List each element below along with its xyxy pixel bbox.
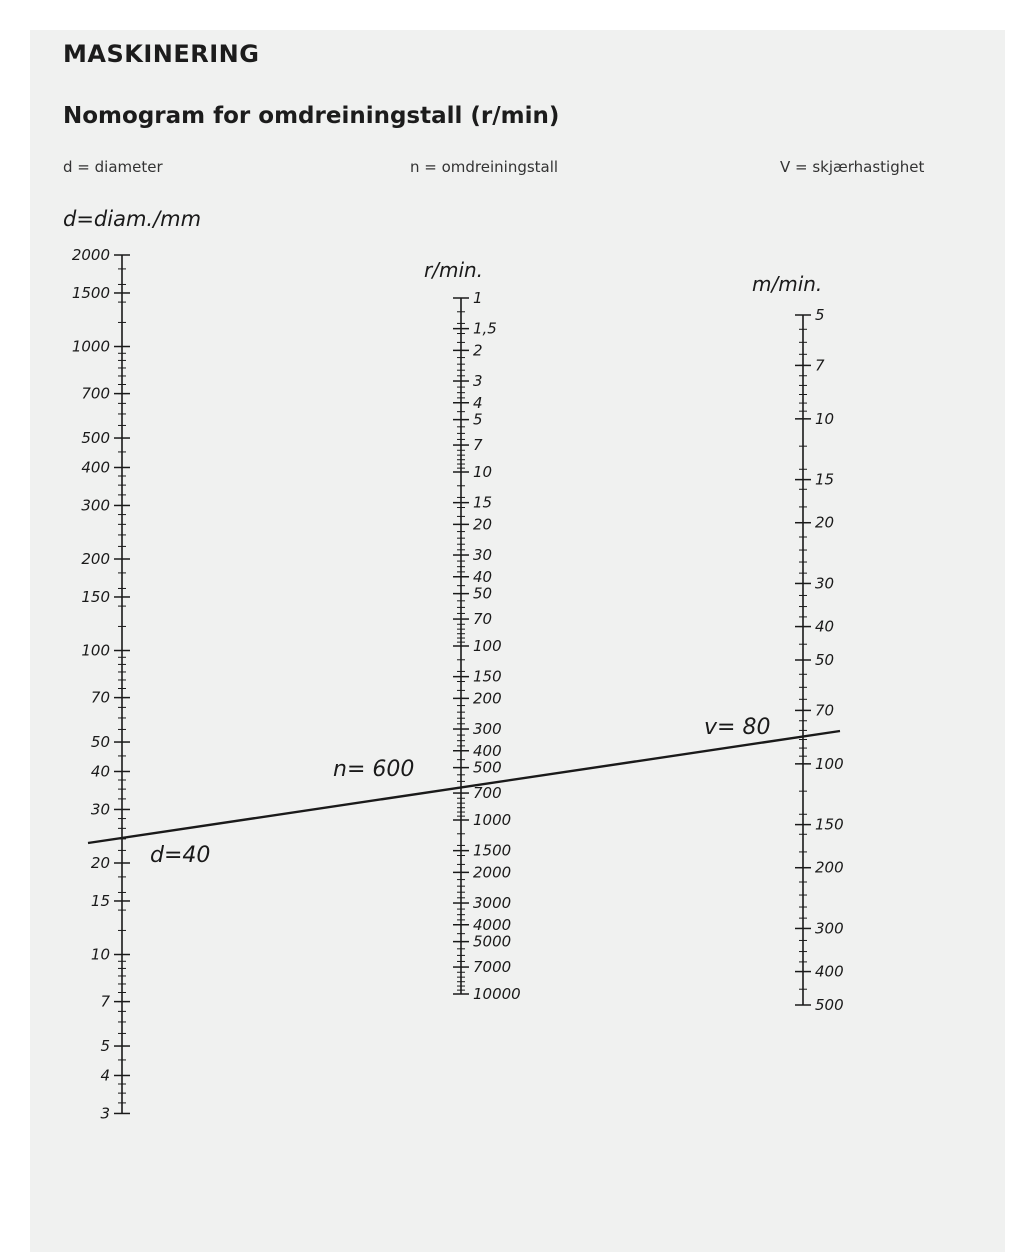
rpm-tick-label: 20 <box>473 515 493 534</box>
diameter-tick-label: 200 <box>81 550 110 568</box>
diameter-tick-label: 40 <box>90 762 110 781</box>
rpm-tick-label: 1,5 <box>473 319 497 338</box>
diameter-tick-label: 300 <box>81 496 110 515</box>
rpm-tick-label: 4000 <box>473 915 512 934</box>
diameter-tick-label: 1000 <box>71 337 110 356</box>
rpm-tick-label: 50 <box>473 584 493 603</box>
diameter-tick-label: 2000 <box>71 246 110 264</box>
speed-tick-label: 70 <box>815 701 835 720</box>
section-title: MASKINERING <box>63 40 260 68</box>
speed-tick-label: 40 <box>815 617 835 636</box>
example-v-label: v= 80 <box>704 715 771 740</box>
speed-tick-label: 30 <box>815 574 835 593</box>
diameter-tick-label: 150 <box>81 587 110 606</box>
rpm-tick-label: 700 <box>473 784 502 803</box>
rpm-scale <box>453 289 521 1003</box>
speed-unit-label: m/min. <box>752 272 823 296</box>
diameter-tick-label: 15 <box>90 891 110 910</box>
speed-tick-label: 500 <box>815 996 844 1014</box>
rpm-tick-label: 2 <box>473 341 483 360</box>
rpm-tick-label: 7000 <box>473 958 512 977</box>
rpm-tick-label: 5000 <box>473 932 512 951</box>
diameter-scale <box>72 246 130 1122</box>
diameter-tick-label: 30 <box>90 800 110 819</box>
diameter-tick-label: 10 <box>90 945 110 964</box>
page-title: Nomogram for omdreiningstall (r/min) <box>63 103 560 129</box>
rpm-tick-label: 400 <box>473 741 502 760</box>
example-d-label: d=40 <box>150 843 211 868</box>
diameter-tick-label: 400 <box>81 458 110 477</box>
speed-tick-label: 20 <box>815 513 835 532</box>
speed-tick-label: 50 <box>815 651 835 669</box>
rpm-tick-label: 1500 <box>473 841 512 860</box>
rpm-tick-label: 500 <box>473 758 502 777</box>
speed-tick-label: 400 <box>815 962 844 981</box>
diameter-tick-label: 4 <box>100 1066 110 1085</box>
diameter-unit-label: d=diam./mm <box>63 207 202 231</box>
rpm-tick-label: 1 <box>473 289 483 307</box>
rpm-tick-label: 3 <box>473 372 483 391</box>
speed-tick-label: 200 <box>815 858 844 877</box>
rpm-tick-label: 70 <box>473 610 493 629</box>
rpm-tick-label: 7 <box>473 436 483 455</box>
rpm-unit-label: r/min. <box>424 258 484 282</box>
rpm-tick-label: 15 <box>473 493 493 512</box>
legend-speed: V = skjærhastighet <box>780 158 925 176</box>
speed-tick-label: 300 <box>815 919 844 938</box>
rpm-tick-label: 10000 <box>473 985 521 1003</box>
diameter-tick-label: 70 <box>90 688 110 707</box>
speed-tick-label: 5 <box>815 306 825 324</box>
rpm-tick-label: 100 <box>473 637 502 655</box>
diameter-tick-label: 50 <box>90 733 110 752</box>
diameter-tick-label: 3 <box>100 1104 110 1123</box>
rpm-tick-label: 10 <box>473 463 493 481</box>
speed-tick-label: 100 <box>815 754 844 773</box>
example-n-label: n= 600 <box>333 757 415 782</box>
example-isopleth-line <box>88 731 840 843</box>
diameter-tick-label: 1500 <box>71 283 110 302</box>
rpm-tick-label: 3000 <box>473 894 512 913</box>
rpm-tick-label: 4 <box>473 393 483 412</box>
diameter-tick-label: 700 <box>81 384 110 403</box>
legend-diameter: d = diameter <box>63 158 163 176</box>
speed-tick-label: 7 <box>815 356 825 375</box>
diameter-tick-label: 5 <box>100 1037 110 1056</box>
rpm-tick-label: 30 <box>473 546 493 565</box>
speed-tick-label: 10 <box>815 409 835 428</box>
legend-rpm: n = omdreiningstall <box>410 158 559 176</box>
speed-tick-label: 150 <box>815 815 844 834</box>
rpm-tick-label: 1000 <box>473 811 512 829</box>
rpm-tick-label: 200 <box>473 689 502 708</box>
rpm-tick-label: 2000 <box>473 863 512 882</box>
diameter-tick-label: 100 <box>81 641 110 660</box>
diameter-tick-label: 500 <box>81 429 110 448</box>
diameter-tick-label: 20 <box>90 854 110 872</box>
speed-scale <box>795 306 844 1014</box>
rpm-tick-label: 5 <box>473 410 483 429</box>
rpm-tick-label: 300 <box>473 720 502 739</box>
rpm-tick-label: 150 <box>473 667 502 686</box>
diameter-tick-label: 7 <box>100 992 110 1011</box>
speed-tick-label: 15 <box>815 470 835 489</box>
rpm-tick-label: 40 <box>473 567 493 586</box>
